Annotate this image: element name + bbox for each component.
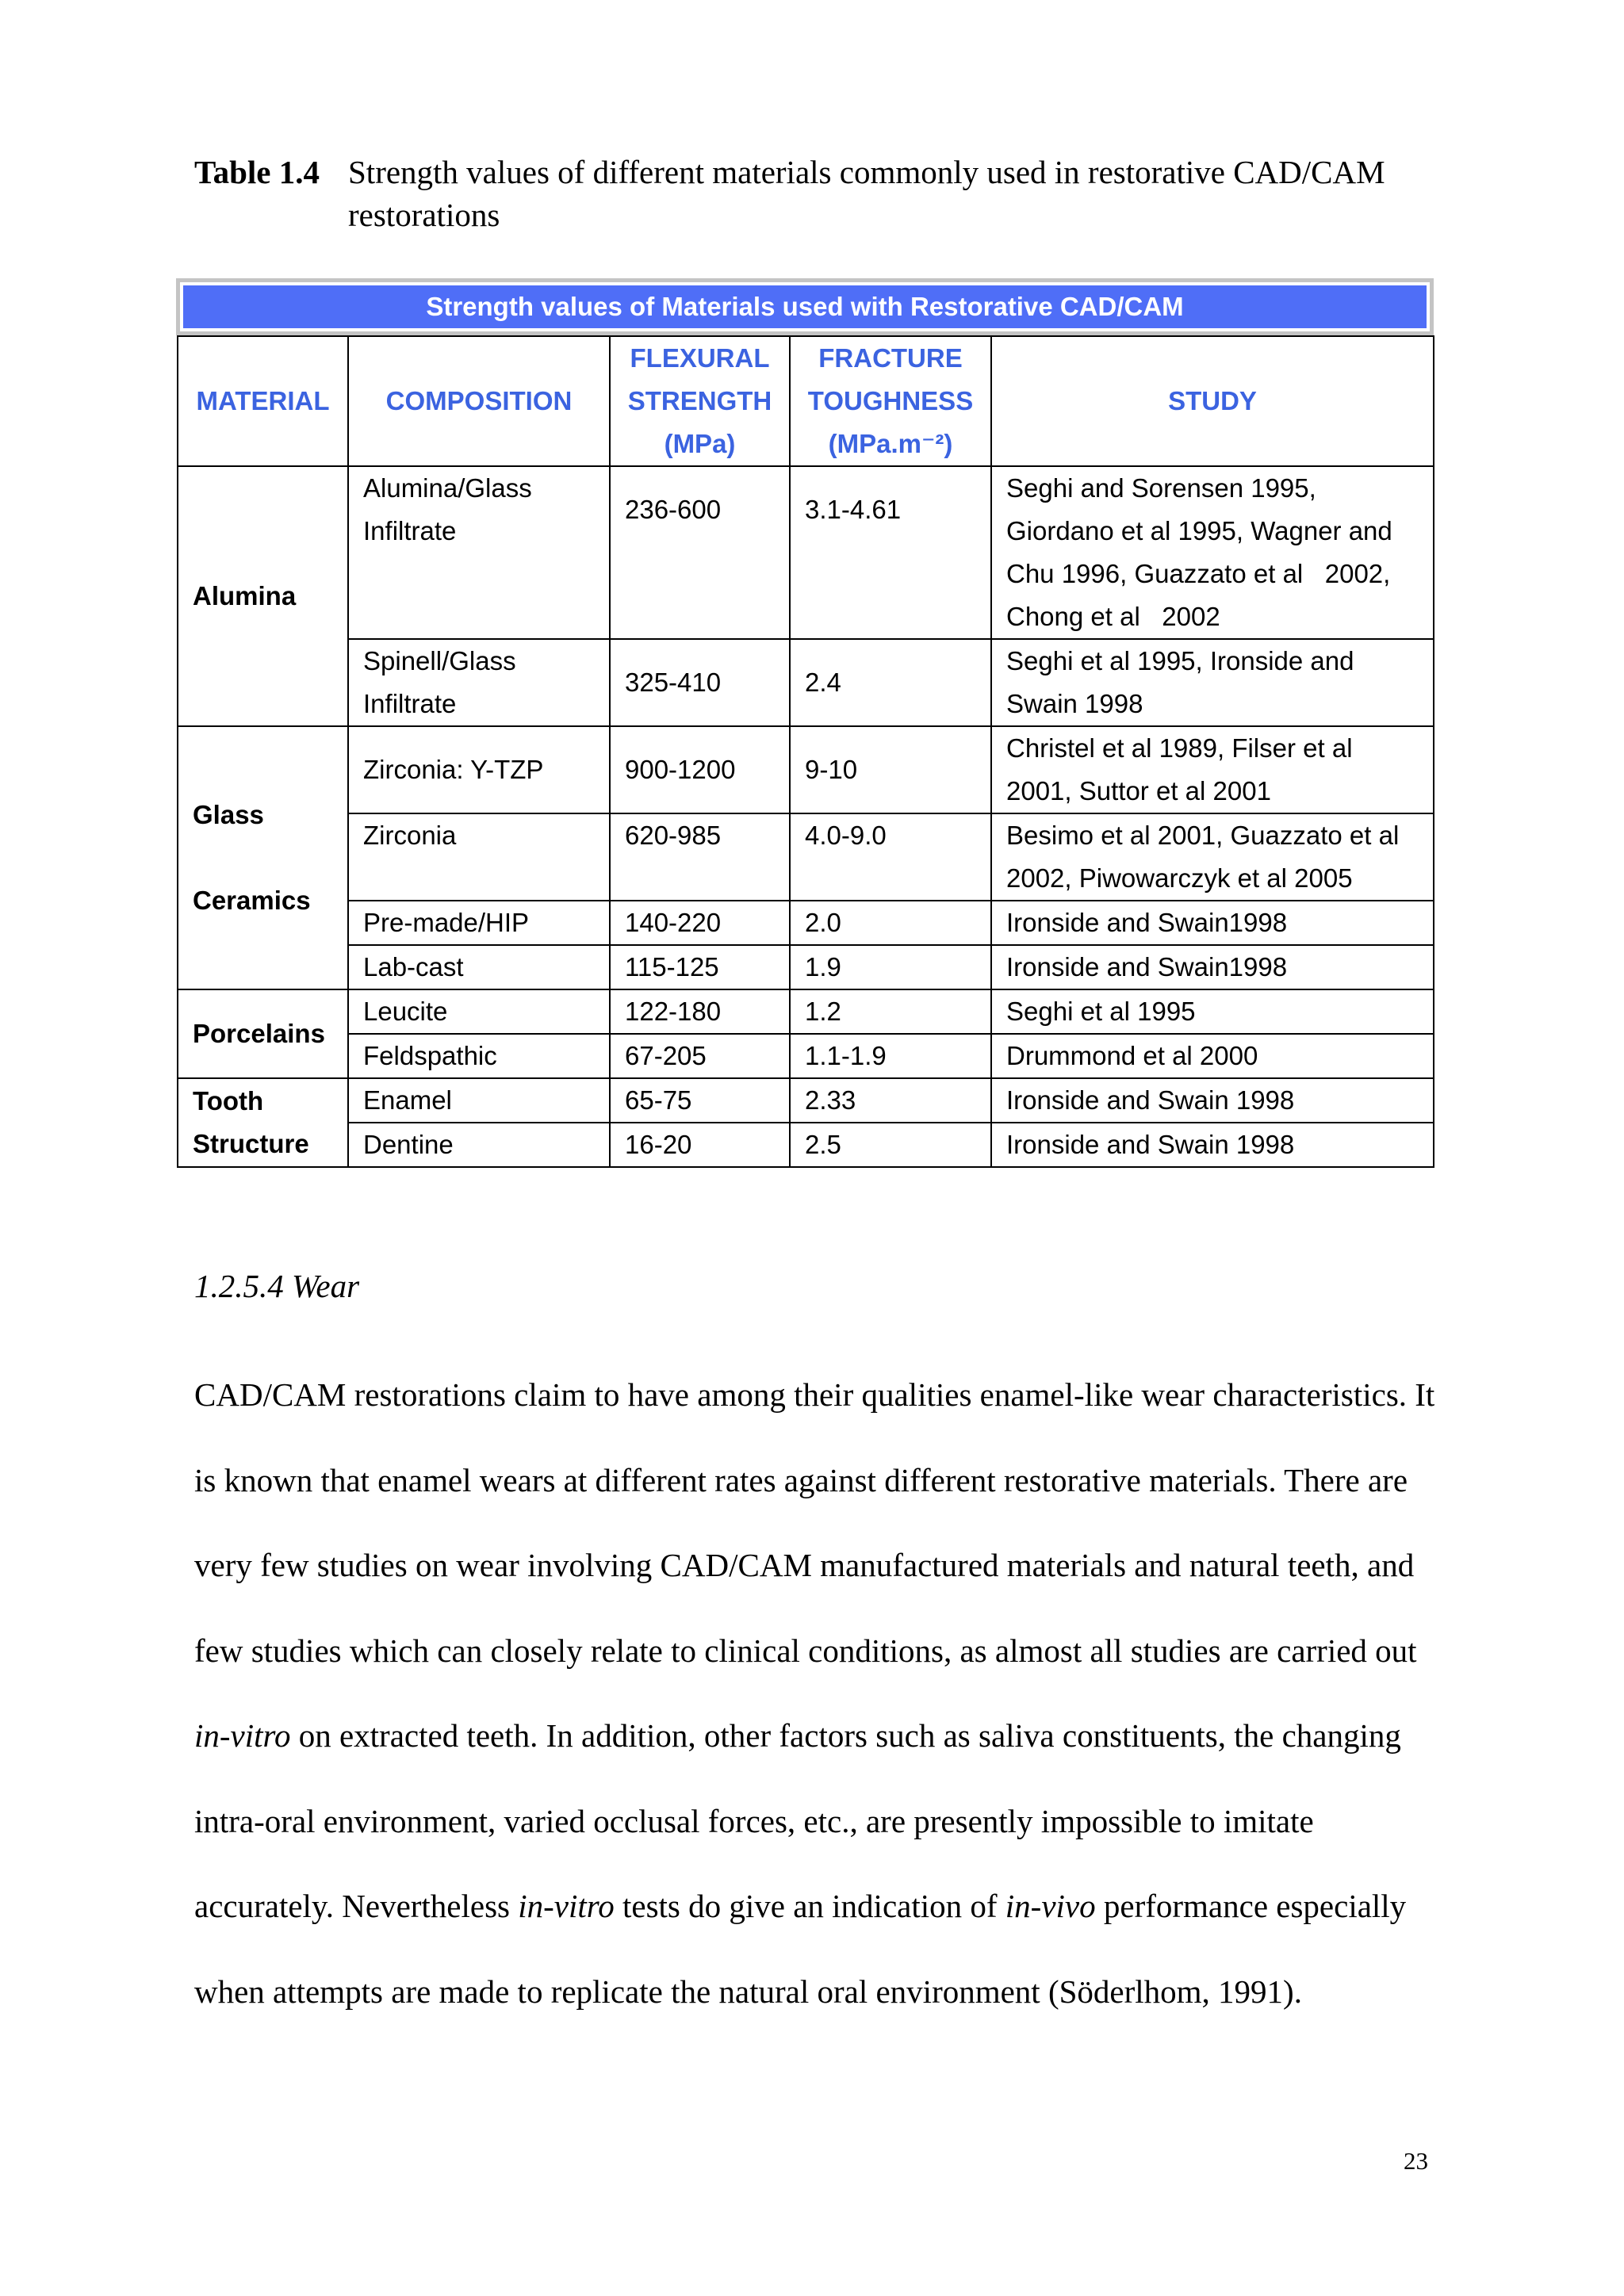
cell-study: Ironside and Swain1998	[991, 945, 1434, 989]
table-row	[178, 945, 1434, 989]
cell-composition: Pre-made/HIP	[348, 901, 610, 945]
cell-fracture: 2.33	[790, 1078, 991, 1123]
cell-flexural: 67-205	[610, 1034, 790, 1078]
cell-composition: Dentine	[348, 1123, 610, 1167]
cell-study: Ironside and Swain1998	[991, 901, 1434, 945]
cell-composition: Zirconia	[348, 813, 610, 901]
table-caption-text: Strength values of different materials commonly used in restorative CAD/CAM restorations	[348, 154, 1385, 233]
table-header-row	[178, 336, 1434, 466]
table-caption	[194, 151, 1431, 236]
cell-flexural: 16-20	[610, 1123, 790, 1167]
table-row	[178, 1123, 1434, 1167]
cell-fracture: 1.1-1.9	[790, 1034, 991, 1078]
cell-fracture: 4.0-9.0	[790, 813, 991, 901]
cell-flexural: 325-410	[610, 639, 790, 726]
cell-flexural: 115-125	[610, 945, 790, 989]
paragraph-italic-in-vitro: in-vitro	[518, 1888, 615, 1924]
header-material: MATERIAL	[178, 336, 348, 466]
group-glass-ceramics	[178, 726, 348, 989]
cell-flexural: 620-985	[610, 813, 790, 901]
cell-study: Seghi et al 1995	[991, 989, 1434, 1034]
section-paragraph	[194, 1353, 1439, 2034]
cell-composition: Lab-cast	[348, 945, 610, 989]
paragraph-italic-in-vivo: in-vivo	[1005, 1888, 1096, 1924]
cell-composition: Leucite	[348, 989, 610, 1034]
header-study: STUDY	[991, 336, 1434, 466]
cell-composition: Alumina/Glass Infiltrate	[348, 466, 610, 639]
cell-fracture: 9-10	[790, 726, 991, 813]
cell-fracture: 1.2	[790, 989, 991, 1034]
strength-table	[176, 278, 1434, 1168]
cell-flexural: 122-180	[610, 989, 790, 1034]
cell-flexural: 900-1200	[610, 726, 790, 813]
paragraph-text: on extracted teeth. In addition, other factors such as saliva constituents, the changing intra-oral environment, varied occlusal forces, etc., are presently impossible to imitate accurately. Nevertheless	[194, 1717, 1401, 1924]
table-row	[178, 466, 1434, 639]
cell-study: Drummond et al 2000	[991, 1034, 1434, 1078]
cell-composition: Enamel	[348, 1078, 610, 1123]
paragraph-italic-in-vitro: in-vitro	[194, 1717, 291, 1754]
cell-fracture: 3.1-4.61	[790, 466, 991, 639]
cell-flexural: 65-75	[610, 1078, 790, 1123]
section-heading: 1.2.5.4 Wear	[194, 1268, 360, 1304]
paragraph-text: performance especially when attempts are made to replicate the natural oral environment (Söderlhom, 1991).	[194, 1888, 1407, 2010]
cell-flexural: 140-220	[610, 901, 790, 945]
header-fracture-toughness: FRACTURE TOUGHNESS (MPa.m⁻²)	[790, 336, 991, 466]
cell-composition: Feldspathic	[348, 1034, 610, 1078]
table-row	[178, 989, 1434, 1034]
group-ceramics-label: Ceramics	[193, 886, 311, 915]
header-composition: COMPOSITION	[348, 336, 610, 466]
cell-study: Seghi and Sorensen 1995, Giordano et al 1995, Wagner and Chu 1996, Guazzato et al 2002, Chong et al 2002	[991, 466, 1434, 639]
cell-flexural: 236-600	[610, 466, 790, 639]
cell-fracture: 2.5	[790, 1123, 991, 1167]
header-flexural-strength: FLEXURAL STRENGTH (MPa)	[610, 336, 790, 466]
cell-study: Christel et al 1989, Filser et al 2001, Suttor et al 2001	[991, 726, 1434, 813]
cell-study: Ironside and Swain 1998	[991, 1123, 1434, 1167]
table-row	[178, 639, 1434, 726]
cell-composition: Zirconia: Y-TZP	[348, 726, 610, 813]
cell-composition: Spinell/Glass Infiltrate	[348, 639, 610, 726]
group-porcelains: Porcelains	[178, 989, 348, 1078]
table-row	[178, 1078, 1434, 1123]
table-row	[178, 1034, 1434, 1078]
strength-data-table	[177, 335, 1434, 1168]
cell-fracture: 2.0	[790, 901, 991, 945]
table-row	[178, 726, 1434, 813]
group-tooth-structure: Tooth Structure	[178, 1078, 348, 1167]
cell-study: Besimo et al 2001, Guazzato et al 2002, Piwowarczyk et al 2005	[991, 813, 1434, 901]
table-banner-frame	[176, 278, 1434, 335]
table-banner: Strength values of Materials used with Restorative CAD/CAM	[183, 285, 1427, 328]
cell-fracture: 1.9	[790, 945, 991, 989]
group-alumina: Alumina	[178, 466, 348, 726]
table-caption-label: Table 1.4	[194, 154, 320, 190]
table-row	[178, 813, 1434, 901]
paragraph-text: tests do give an indication of	[614, 1888, 1005, 1924]
table-row	[178, 901, 1434, 945]
cell-study: Seghi et al 1995, Ironside and Swain 1998	[991, 639, 1434, 726]
page-number: 23	[1404, 2147, 1428, 2175]
group-glass-label: Glass	[193, 800, 264, 829]
paragraph-text: CAD/CAM restorations claim to have among their qualities enamel-like wear characteristics. It is known that enamel wears at different rates against different restorative materials. There are very few studies on wear involving CAD/CAM manufactured materials and natural teeth, and few studies which can closely relate to clinical conditions, as almost all studies are carried out	[194, 1376, 1435, 1669]
cell-study: Ironside and Swain 1998	[991, 1078, 1434, 1123]
cell-fracture: 2.4	[790, 639, 991, 726]
group-spacer	[193, 836, 333, 879]
